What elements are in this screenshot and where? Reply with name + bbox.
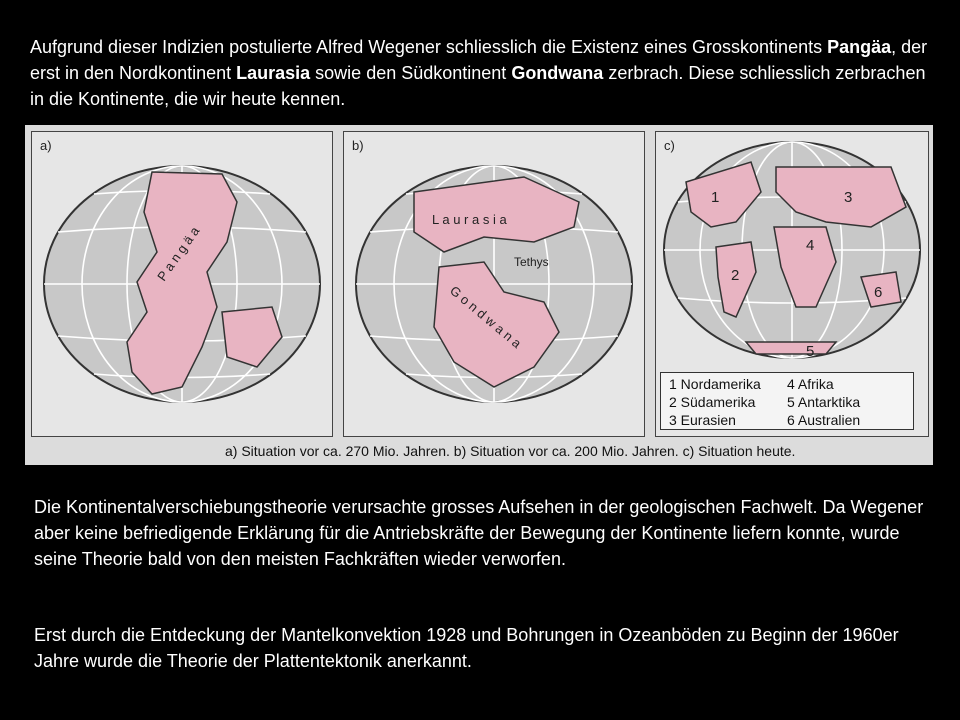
globe-b (344, 132, 644, 436)
label-3: 3 (844, 189, 853, 206)
label-pangaea: P a n g ä a (154, 223, 203, 284)
panel-a-label: a) (40, 138, 52, 153)
paragraph-2: Erst durch die Entdeckung der Mantelkonvektion 1928 und Bohrungen in Ozeanböden zu Beginn der 1960er Jahre wurde die Theorie der Plattentektonik anerkannt. (34, 625, 899, 671)
legend-item: 4 Afrika (787, 376, 834, 392)
label-gondwana: G o n d w a n a (447, 282, 525, 351)
label-4: 4 (806, 237, 815, 254)
panel-a (31, 131, 333, 437)
panel-c (655, 131, 929, 437)
term-laurasia: Laurasia (236, 63, 311, 83)
globe-c (656, 132, 928, 372)
label-1: 1 (711, 189, 720, 206)
panel-b-label: b) (352, 138, 364, 153)
legend-item: 3 Eurasien (669, 412, 736, 428)
term-pangaea: Pangäa (827, 37, 892, 57)
legend-item: 1 Nordamerika (669, 376, 761, 392)
label-tethys: Tethys (514, 255, 549, 269)
panel-b (343, 131, 645, 437)
legend (660, 372, 914, 430)
continental-drift-figure (25, 125, 933, 465)
label-2: 2 (731, 267, 740, 284)
label-5: 5 (806, 343, 815, 360)
intro-segment: , der erst in den Nordkontinent (30, 37, 928, 83)
panel-c-label: c) (664, 138, 675, 153)
legend-item: 6 Australien (787, 412, 861, 428)
legend-item: 5 Antarktika (787, 394, 861, 410)
intro-segment: zerbrach. Diese schliesslich zerbrachen in die Kontinente, die wir heute kennen. (30, 63, 926, 109)
intro-text (30, 34, 935, 112)
label-laurasia: L a u r a s i a (432, 212, 507, 227)
legend-item: 2 Südamerika (669, 394, 756, 410)
figure-caption: a) Situation vor ca. 270 Mio. Jahren. b) Situation vor ca. 200 Mio. Jahren. c) Situation heute. (225, 443, 796, 459)
label-6: 6 (874, 284, 883, 301)
intro-segment: Aufgrund dieser Indizien postulierte Alfred Wegener schliesslich die Existenz eines Grosskontinents (30, 37, 828, 57)
term-gondwana: Gondwana (511, 63, 604, 83)
globe-a (32, 132, 332, 436)
intro-segment: sowie den Südkontinent (310, 63, 512, 83)
paragraph-1: Die Kontinentalverschiebungstheorie verursachte grosses Aufsehen in der geologischen Fachwelt. Da Wegener aber keine befriedigende Erklärung für die Antriebskräfte der Bewegung der Kontinente liefern konnte, wurde seine Theorie bald von den meisten Fachkräften wieder verworfen. (34, 497, 924, 569)
